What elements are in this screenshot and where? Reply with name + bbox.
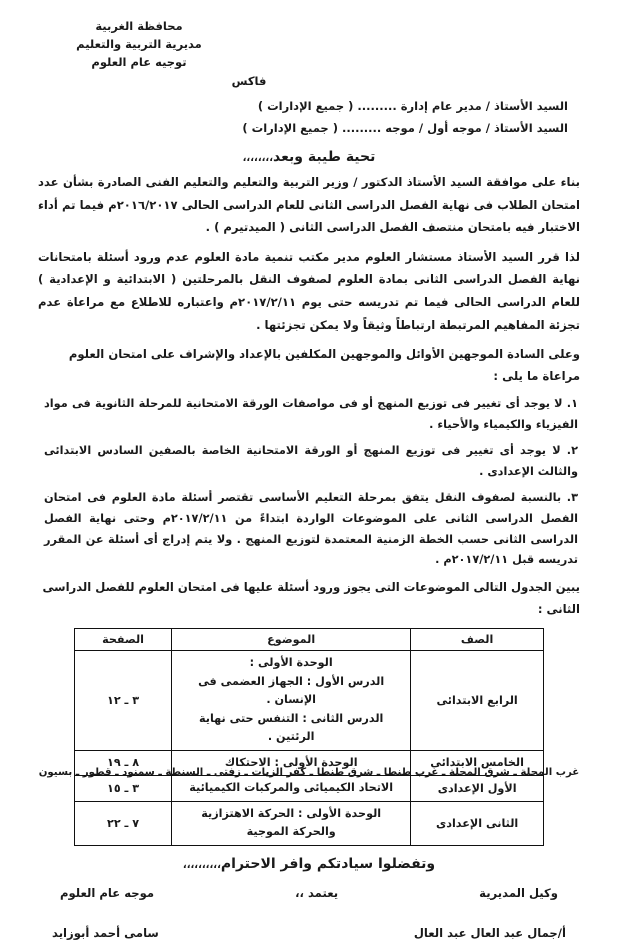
header-grade: الصف: [411, 629, 544, 651]
topic-line: الدرس الثانى : التنفس حتى نهاية الرئتين .: [198, 711, 384, 744]
subjects-table: [74, 628, 544, 845]
instruction-item-1: ١. لا يوجد أى تغيير فى توزيع المنهج أو فى مواصفات الورقة الامتحانية للمرحلة الثانوية فى مواد الفيزياء والكيمياء والأحياء .: [44, 397, 578, 432]
signature-name-right: سامى أحمد أبوزايد: [52, 925, 159, 940]
cell-page: ٣ ـ ١٥: [75, 776, 172, 801]
paragraph-1: بناء على موافقة السيد الأستاذ الدكتور / وزير التربية والتعليم والتعليم الفنى الصادرة بشأن عدد امتحان الطلاب فى نهاية الفصل الدراسى الثانى للعام الدراسى الحالى ٢٠١٦/٢٠١٧م فيما تم أداء الاختبار فيه بامتحان منتصف الفصل الدراسى الثانى ( الميدتيرم ) .: [38, 174, 581, 235]
closing-thanks-dots: ،،،،،،،،،،: [182, 859, 221, 871]
letterhead-governorate: محافظة الغربية: [95, 19, 183, 33]
cell-topic: [172, 651, 411, 750]
topic-line: الوحدة الأولى : الاحتكاك: [224, 755, 358, 769]
cell-page: ٨ ـ ١٩: [75, 750, 172, 775]
signature-names-row: [34, 926, 584, 940]
cell-page: ٣ ـ ١٢: [75, 651, 172, 750]
topic-line: الدرس الأول : الجهاز العضمى فى الإنسان .: [198, 674, 385, 707]
paragraph-3: وعلى السادة الموجهين الأوائل والموجهين المكلفين بالإعداد والإشراف على امتحان العلوم مراعاة ما يلى :: [68, 347, 580, 384]
greeting-text: تحية طيبة وبعد: [273, 148, 376, 165]
cell-grade: الأول الإعدادى: [411, 776, 544, 801]
topic-line: الاتحاد الكيميائى والمركبات الكيميائية: [189, 781, 394, 795]
cell-topic: [172, 801, 411, 845]
table-row: [75, 801, 544, 845]
table-header-row: [75, 629, 544, 651]
fax-label: فاكس: [231, 74, 267, 89]
table-intro: يبين الجدول التالى الموضوعات التى يجوز ورود أسئلة عليها فى امتحان العلوم للفصل الدراسى الثانى :: [42, 580, 580, 617]
letterhead-row: [34, 18, 584, 73]
letterhead-directorate: مديرية التربية والتعليم: [76, 36, 202, 51]
signature-name-left: أ/جمال عبد العال عبد العال: [413, 925, 566, 940]
cell-page: ٧ ـ ٢٢: [75, 801, 172, 845]
cell-topic: [172, 776, 411, 801]
cell-grade: الثانى الإعدادى: [411, 801, 544, 845]
paragraph-2: لذا قرر السيد الأستاذ مستشار العلوم مدير مكتب تنمية مادة العلوم عدم ورود أسئلة بامتحانات نهاية الفصل الدراسى الثانى بمادة العلوم لصفوف النقل بالمرحلتين ( الابتدائية و الإعدادية ) للعام الدراسى الحالى فيما تم تدريسه حتى يوم ٢٠١٧/٢/١١م واعتباره للاطلاع مع مراعاة عدم تجزئة المفاهيم المرتبطة ارتباطاً وثيقاً ولا يمكن تجزئتها .: [38, 249, 580, 332]
signature-approved: يعتمد ،،: [295, 885, 339, 900]
footer-districts: غرب المحلة ـ شرق المحلة ـ غرب طنطا ـ شرق طنطا ـ كفر الزيات ـ زفتى ـ السنطة ـ سمنود ـ قطور ـ بسيون: [38, 767, 580, 778]
instruction-item-2: ٢. لا يوجد أى تغيير فى توزيع المنهج أو الورقة الامتحانية الخاصة بالصفين السادس الابتدائى والثالث الإعدادى .: [44, 443, 578, 478]
cell-grade: الخامس الابتدائى: [411, 750, 544, 775]
instruction-item-3: ٣. بالنسبة لصفوف النقل يتفق بمرحلة التعليم الأساسى تقتصر أسئلة مادة العلوم فى امتحان الفصل الدراسى الثانى على الموضوعات الواردة ابتداءً من ٢٠١٧/٢/١١م وحتى نهاية الفصل الدراسى الثانى حسب الخطة الزمنية المعتمدة لتوزيع المنهج . ولا يتم إدراج أى أسئلة عن المقرر تدريسه قبل ٢٠١٧/٢/١١م .: [44, 490, 578, 567]
cell-grade: الرابع الابتدائى: [411, 651, 544, 750]
signature-title-right: موجه عام العلوم: [60, 885, 155, 900]
addressee-block: [34, 96, 584, 139]
signature-title-left: وكيل المديرية: [479, 885, 558, 900]
signature-titles-row: [34, 886, 584, 900]
letterhead-department: توجيه عام العلوم: [91, 54, 187, 69]
letterhead: [34, 18, 244, 71]
header-page: الصفحة: [75, 629, 172, 651]
addressee-line-1: السيد الأستاذ / مدير عام إدارة ......... ( جميع الإدارات ): [257, 99, 568, 114]
closing-thanks-text: وتفضلوا سيادتكم وافر الاحترام: [220, 855, 436, 872]
addressee-line-2: السيد الأستاذ / موجه أول / موجه ......... ( جميع الإدارات ): [242, 120, 568, 135]
greeting: [34, 149, 584, 165]
header-topic: الموضوع: [172, 629, 411, 651]
closing-thanks: [34, 856, 584, 872]
table-row: [75, 651, 544, 750]
topic-line: الوحدة الأولى : الحركة الاهتزازية والحركة الموجية: [201, 806, 382, 839]
greeting-dots: ،،،،،،،،: [242, 152, 274, 164]
topic-line: الوحدة الأولى :: [249, 656, 333, 670]
table-row: [75, 776, 544, 801]
